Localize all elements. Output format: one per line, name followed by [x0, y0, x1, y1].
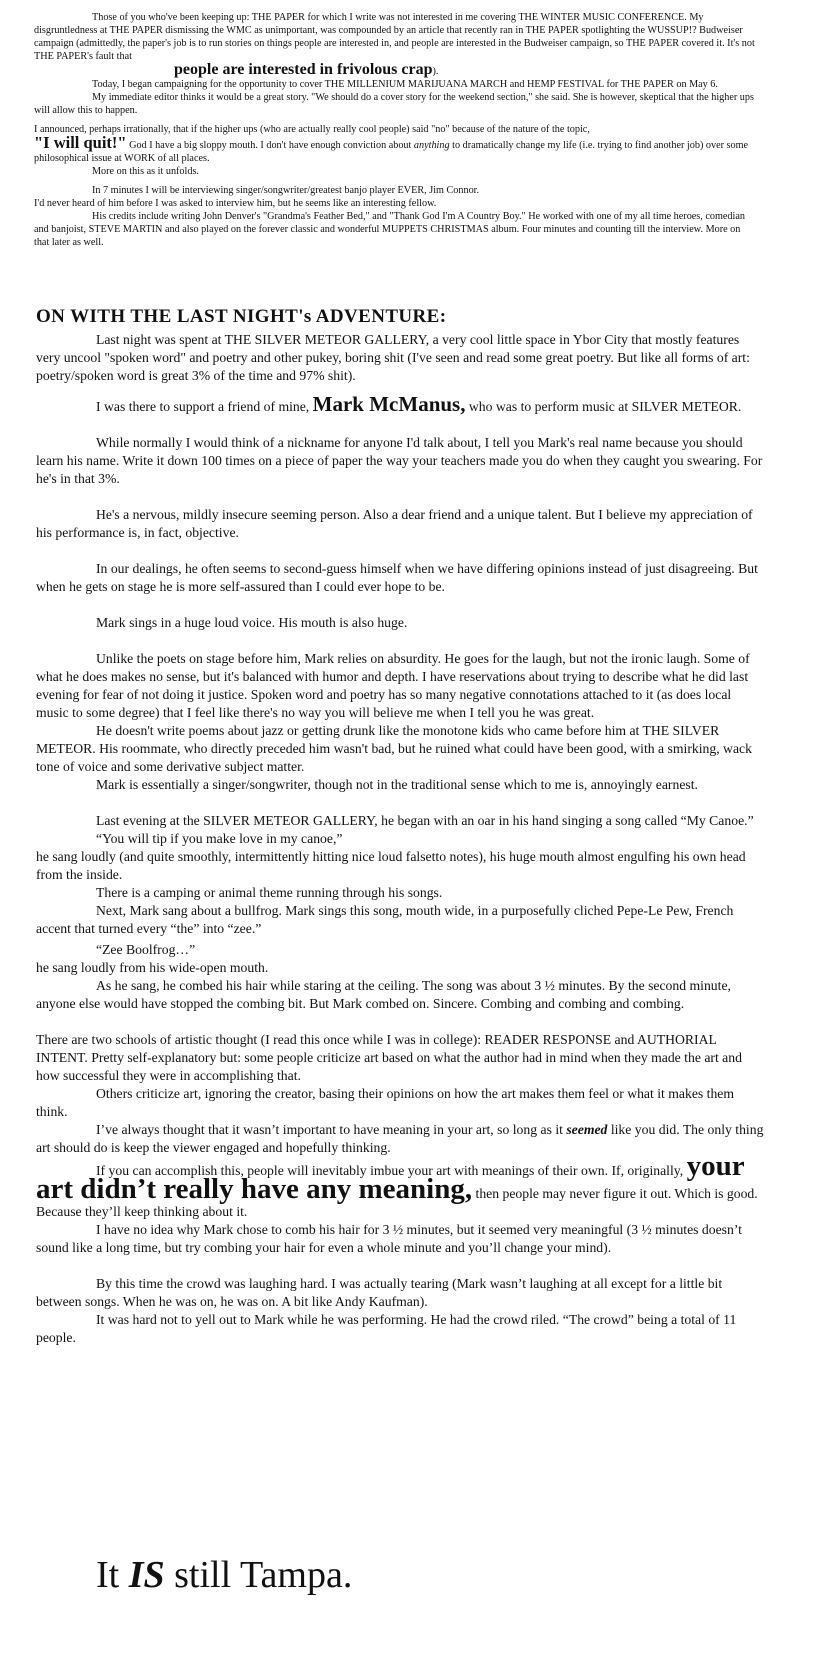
intro-text: I announced, perhaps irrationally, that if the higher ups (who are actually really cool people) said "no" because of the nature of the topic, [34, 124, 590, 135]
intro-text: ). [432, 66, 439, 77]
body-paragraph: I have no idea why Mark chose to comb his hair for 3 ½ minutes, but it seemed very meaningful (3 ½ minutes doesn’t sound like a long time, but try combing your hair for even a whole minute and you’ll change your mind). [36, 1222, 742, 1255]
body-paragraph: He's a nervous, mildly insecure seeming person. Also a dear friend and a unique talent. But I believe my appreciation of his performance is, in fact, objective. [36, 507, 753, 540]
body-section [36, 331, 766, 1347]
emphasis-is: IS [128, 1554, 165, 1596]
song-lyric: “Zee Boolfrog…” [96, 942, 196, 957]
body-paragraph: Last evening at the SILVER METEOR GALLERY, he began with an oar in his hand singing a song called “My Canoe.” [96, 813, 754, 828]
emphasis-no-meaning: your art didn’t really have any meaning, [36, 1150, 745, 1205]
body-paragraph: Next, Mark sang about a bullfrog. Mark sings this song, mouth wide, in a purposefully cliched Pepe-Le Pew, French accent that turned every “the” into “zee.” [36, 903, 734, 936]
closing-line [96, 1553, 352, 1597]
closing-text: It [96, 1554, 129, 1596]
closing-text: still Tampa. [164, 1554, 353, 1596]
emphasis-frivolous-crap: people are interested in frivolous crap [174, 61, 433, 78]
body-paragraph: Others criticize art, ignoring the creator, basing their opinions on how the art makes them feel or what it makes them think. [36, 1086, 735, 1119]
intro-paragraph: I'd never heard of him before I was asked to interview him, but he seems like an interesting fellow. [34, 198, 437, 209]
body-paragraph: In our dealings, he often seems to second-guess himself when we have differing opinions instead of just disagreeing. But when he gets on stage he is more self-assured than I could ever hope to be. [36, 561, 758, 594]
body-paragraph: he sang loudly from his wide-open mouth. [36, 960, 269, 975]
emphasis-seemed: seemed [566, 1122, 608, 1137]
body-text: I was there to support a friend of mine, [96, 399, 310, 414]
song-lyric: “You will tip if you make love in my canoe,” [96, 831, 343, 846]
body-text: I’ve always thought that it wasn’t important to have meaning in your art, so long as it [96, 1122, 563, 1137]
body-paragraph [36, 1121, 766, 1157]
body-paragraph: Mark sings in a huge loud voice. His mouth is also huge. [96, 615, 408, 630]
section-heading: ON WITH THE LAST NIGHT's ADVENTURE: [36, 306, 447, 327]
emphasis-mark-mcmanus: Mark McManus, [312, 392, 466, 416]
body-paragraph: There are two schools of artistic thought (I read this once while I was in college): READER RESPONSE and AUTHORIAL INTENT. Pretty self-explanatory but: some people criticize art based on what the author had in mind when they made the art and how successful they were in accomplishing that. [36, 1032, 742, 1083]
body-text: like you did. The only thing art should do is keep the viewer engaged and hopefully thinking. [36, 1122, 764, 1155]
body-paragraph: As he sang, he combed his hair while staring at the ceiling. The song was about 3 ½ minutes. By the second minute, anyone else would have stopped the combing bit. But Mark combed on. Sincere. Combing and combing and combing. [36, 978, 731, 1011]
intro-paragraph [34, 123, 756, 165]
intro-section [34, 11, 756, 249]
intro-paragraph: More on this as it unfolds. [92, 166, 199, 177]
emphasis-anything: anything [413, 140, 450, 151]
body-paragraph [36, 1150, 766, 1221]
body-paragraph: While normally I would think of a nickname for anyone I'd talk about, I tell you Mark's real name because you should learn his name. Write it down 100 times on a piece of paper the way your teachers made you do when they caught you swearing. For he's in that 3%. [36, 435, 763, 486]
body-text: If you can accomplish this, people will inevitably imbue your art with meanings of their own. If, originally, [96, 1163, 684, 1178]
body-paragraph: There is a camping or animal theme running through his songs. [96, 885, 443, 900]
body-paragraph: By this time the crowd was laughing hard. I was actually tearing (Mark wasn’t laughing at all except for a little bit between songs. When he was on, he was on. A bit like Andy Kaufman). [36, 1276, 723, 1309]
body-paragraph: Mark is essentially a singer/songwriter, though not in the traditional sense which to me is, annoyingly earnest. [96, 777, 698, 792]
intro-text: Those of you who've been keeping up: THE PAPER for which I write was not interested in me covering THE WINTER MUSIC CONFERENCE. My disgruntledness at THE PAPER dismissing the WMC as unimportant, was compounded by an article that recently ran in THE PAPER spotlighting the WUSSUP!? Budweiser campaign (admittedly, the paper's job is to run stories on things people are interested in, and people are interested in the Budweiser campaign, so THE PAPER covered it. It's not THE PAPER's fault that [34, 12, 755, 62]
emphasis-i-will-quit: "I will quit!" [34, 133, 127, 152]
intro-text: to dramatically change my life (i.e. trying to find another job) over some philosophical issue at WORK of all places. [34, 140, 749, 164]
body-text: then people may never figure it out. Which is good. Because they’ll keep thinking about it. [36, 1186, 758, 1219]
body-paragraph: he sang loudly (and quite smoothly, intermittently hitting nice loud falsetto notes), his huge mouth almost engulfing his own head from the inside. [36, 849, 746, 882]
body-paragraph: It was hard not to yell out to Mark while he was performing. He had the crowd riled. “The crowd” being a total of 11 people. [36, 1312, 737, 1345]
intro-paragraph [34, 11, 756, 78]
intro-paragraph: His credits include writing John Denver's "Grandma's Feather Bed," and "Thank God I'm A Country Boy." He worked with one of my all time heroes, comedian and banjoist, STEVE MARTIN and also played on the forever classic and wonderful MUPPETS CHRISTMAS album. Four minutes and counting till the interview. More on that later as well. [34, 211, 745, 248]
intro-text: God I have a big sloppy mouth. I don't have enough conviction about [129, 140, 412, 151]
intro-paragraph: In 7 minutes I will be interviewing singer/songwriter/greatest banjo player EVER, Jim Connor. [92, 185, 480, 196]
body-paragraph: Unlike the poets on stage before him, Mark relies on absurdity. He goes for the laugh, but not the ironic laugh. Some of what he does makes no sense, but it's balanced with humor and depth. I have reservations about trying to describe what he did last evening for fear of not doing it justice. Spoken word and poetry has so many negative connotations attached to it (as does local music to some degree) that I feel like there's no way you will believe me when I tell you he was great. [36, 651, 750, 720]
intro-paragraph: Today, I began campaigning for the opportunity to cover THE MILLENIUM MARIJUANA MARCH and HEMP FESTIVAL for THE PAPER on May 6. [92, 79, 718, 90]
body-paragraph [36, 392, 766, 416]
body-text: who was to perform music at SILVER METEOR. [468, 399, 742, 414]
body-paragraph: Last night was spent at THE SILVER METEOR GALLERY, a very cool little space in Ybor City that mostly features very uncool "spoken word" and poetry and other pukey, boring shit (I've seen and read some great poetry. But like all forms of art: poetry/spoken word is great 3% of the time and 97% shit). [36, 332, 750, 383]
body-paragraph: He doesn't write poems about jazz or getting drunk like the monotone kids who came before him at THE SILVER METEOR. His roommate, who directly preceded him wasn't bad, but he ruined what could have been good, with a smirking, wack tone of voice and some derivative subject matter. [36, 723, 752, 774]
intro-paragraph: My immediate editor thinks it would be a great story. "We should do a cover story for the weekend section," she said. She is however, skeptical that the higher ups will allow this to happen. [34, 92, 754, 116]
